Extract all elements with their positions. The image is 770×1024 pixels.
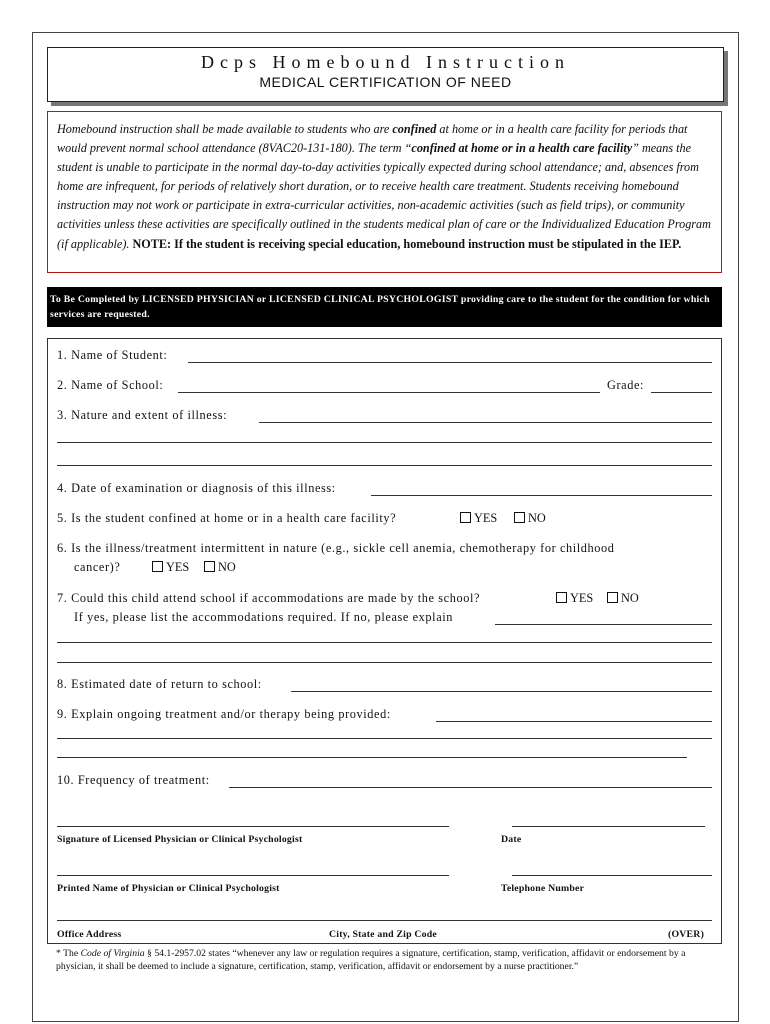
q6-label-cont: cancer)?: [74, 560, 121, 574]
intro-text-2: at home or in a health care facility for periods that would prevent normal school attendance (8VAC20-131-180). The term “: [57, 122, 688, 156]
intro-text-1: Homebound instruction shall be made available to students who are: [57, 122, 393, 136]
printed-name-label: Printed Name of Physician or Clinical Psychologist: [57, 883, 280, 894]
q5-no-option[interactable]: [514, 511, 546, 526]
accommodations-field-1[interactable]: [495, 624, 712, 625]
q7-yes-option[interactable]: [556, 591, 593, 606]
q10-label: 10. Frequency of treatment:: [57, 773, 210, 787]
intro-note: NOTE: If the student is receiving special education, homebound instruction must be stipulated in the IEP.: [132, 236, 682, 251]
footnote-code: Code of Virginia: [80, 948, 145, 959]
intro-text-3: ” means the student is unable to participate in the normal day-to-day activities typically expected during school attendance; and, absences from home are infrequent, for periods of relatively short duration, or to receive health care treatment. Students receiving homebound instruction may not work or participate in extra-curricular activities, non-academic activities (such as field trips), or community activities unless these activities are specifically outlined in the students medical plan of care or the Individualized Education Program (if applicable).: [57, 141, 711, 251]
q5-yes-checkbox[interactable]: [460, 512, 471, 523]
illness-field-3[interactable]: [57, 465, 712, 466]
q8-label: 8. Estimated date of return to school:: [57, 677, 262, 691]
grade-field[interactable]: [651, 392, 712, 393]
q5-no-checkbox[interactable]: [514, 512, 525, 523]
q5-no-label: NO: [528, 511, 546, 525]
q7-no-checkbox[interactable]: [607, 592, 618, 603]
date-field[interactable]: [512, 826, 705, 827]
city-state-zip-label: City, State and Zip Code: [329, 929, 437, 940]
q7-no-label: NO: [621, 591, 639, 605]
illness-field-2[interactable]: [57, 442, 712, 443]
q7-yes-checkbox[interactable]: [556, 592, 567, 603]
signature-field[interactable]: [57, 826, 449, 827]
treatment-field-1[interactable]: [436, 721, 712, 722]
q6-yes-checkbox[interactable]: [152, 561, 163, 572]
accommodations-field-3[interactable]: [57, 662, 712, 663]
q7-followup-label: If yes, please list the accommodations required. If no, please explain: [74, 610, 454, 624]
form-box: [47, 338, 722, 944]
footnote-star: * The: [56, 948, 81, 959]
q6-no-checkbox[interactable]: [204, 561, 215, 572]
q6-yes-option[interactable]: [152, 560, 189, 575]
q5-yes-label: YES: [474, 511, 498, 525]
q7-yes-label: YES: [570, 591, 594, 605]
student-name-field[interactable]: [188, 362, 712, 363]
q1-label: 1. Name of Student:: [57, 348, 168, 362]
signature-label: Signature of Licensed Physician or Clinical Psychologist: [57, 834, 303, 845]
accommodations-field-2[interactable]: [57, 642, 712, 643]
form-subtitle: MEDICAL CERTIFICATION OF NEED: [259, 74, 512, 90]
form-title: Dcps Homebound Instruction: [201, 52, 570, 72]
grade-label: Grade:: [607, 378, 645, 392]
frequency-field[interactable]: [229, 787, 712, 788]
date-label: Date: [501, 834, 522, 845]
q9-label: 9. Explain ongoing treatment and/or therapy being provided:: [57, 707, 391, 721]
q2-label: 2. Name of School:: [57, 378, 164, 392]
footnote: [56, 948, 716, 973]
q6-no-option[interactable]: [204, 560, 236, 575]
treatment-field-3[interactable]: [57, 757, 687, 758]
exam-date-field[interactable]: [371, 495, 712, 496]
over-label: (OVER): [668, 929, 705, 940]
instruction-bar: To Be Completed by LICENSED PHYSICIAN or LICENSED CLINICAL PSYCHOLOGIST providing care to the student for the condition for which services are requested.: [47, 287, 722, 327]
telephone-label: Telephone Number: [501, 883, 585, 894]
q5-label: 5. Is the student confined at home or in a health care facility?: [57, 511, 397, 525]
q7-label: 7. Could this child attend school if accommodations are made by the school?: [57, 591, 481, 605]
telephone-field[interactable]: [512, 875, 712, 876]
office-address-label: Office Address: [57, 929, 122, 940]
footnote-text: § 54.1-2957.02 states “whenever any law or regulation requires a signature, certification, stamp, verification, affidavit or endorsement by a physician, it shall be deemed to include a signature, certification, stamp, verification, affidavit or endorsement by a nurse practitioner.”: [56, 948, 686, 972]
q6-label: 6. Is the illness/treatment intermittent in nature (e.g., sickle cell anemia, chemotherapy for childhood: [57, 541, 615, 555]
title-box: [47, 47, 724, 102]
q4-label: 4. Date of examination or diagnosis of this illness:: [57, 481, 336, 495]
return-date-field[interactable]: [291, 691, 712, 692]
q6-no-label: NO: [218, 560, 236, 574]
q6-yes-label: YES: [166, 560, 190, 574]
intro-paragraph: [47, 111, 722, 273]
office-address-field[interactable]: [57, 920, 712, 921]
intro-bold-confined: confined: [392, 122, 437, 136]
q5-yes-option[interactable]: [460, 511, 497, 526]
school-name-field[interactable]: [178, 392, 600, 393]
q3-label: 3. Nature and extent of illness:: [57, 408, 228, 422]
intro-bold-definition: confined at home or in a health care facility: [411, 141, 633, 156]
illness-field-1[interactable]: [259, 422, 712, 423]
treatment-field-2[interactable]: [57, 738, 712, 739]
printed-name-field[interactable]: [57, 875, 449, 876]
q7-no-option[interactable]: [607, 591, 639, 606]
